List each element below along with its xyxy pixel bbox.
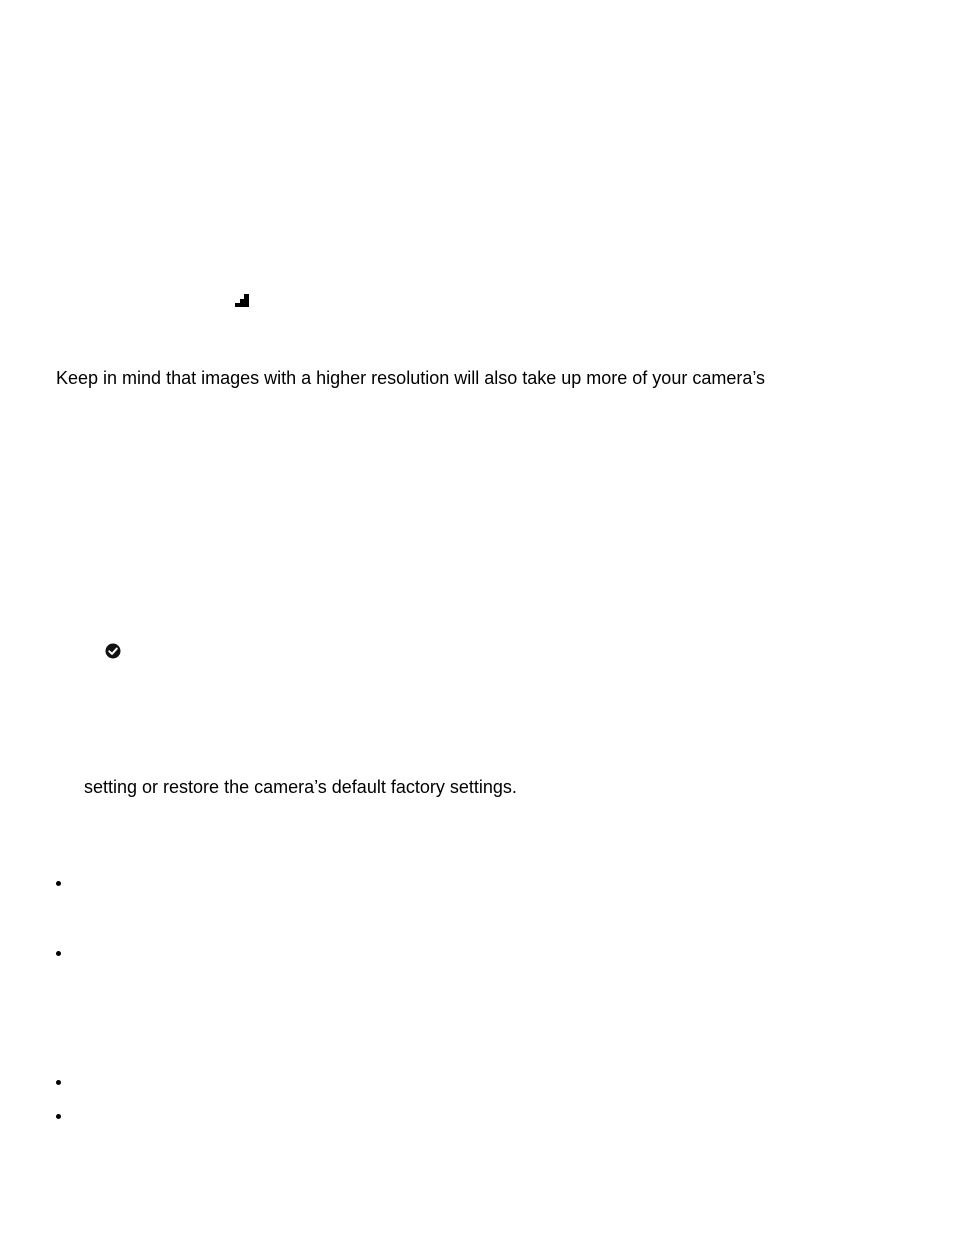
bullet-point — [56, 1114, 62, 1120]
bullet-point — [56, 951, 62, 957]
resolution-step-icon — [235, 293, 249, 307]
resolution-memory-note: Keep in mind that images with a higher resolution will also take up more of your camera’s — [56, 368, 766, 388]
check-circle-icon — [105, 643, 121, 659]
bullet-point — [56, 1080, 62, 1086]
reset-settings-note: setting or restore the camera’s default factory settings. — [84, 777, 517, 797]
bullet-point — [56, 881, 62, 887]
